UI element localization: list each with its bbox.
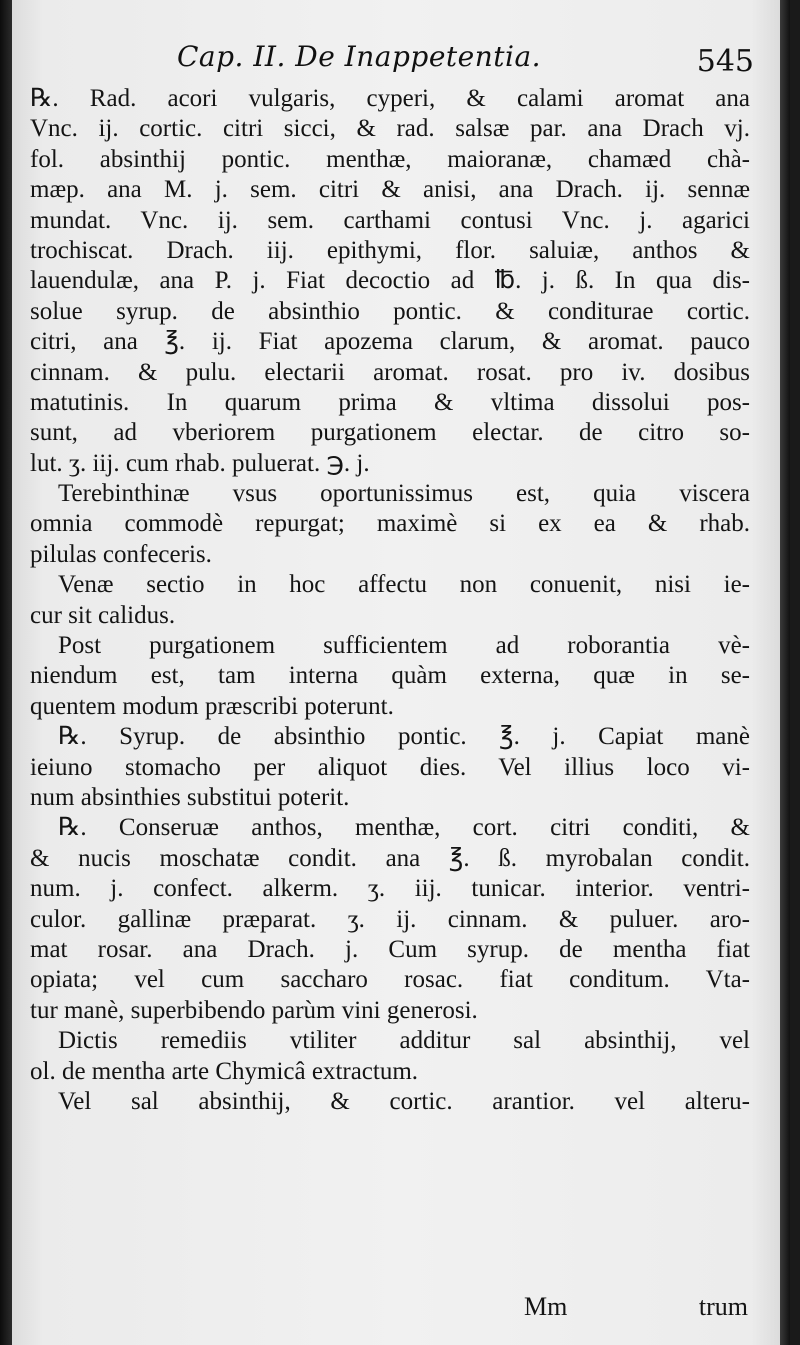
text-line: trochiscat. Drach. iij. epithymi, flor. saluiæ, anthos &	[30, 236, 750, 264]
text-line: solue syrup. de absinthio pontic. & conditurae cortic.	[30, 297, 750, 325]
text-line: fol. absinthij pontic. menthæ, maioranæ, chamæd chà-	[30, 145, 750, 173]
page-edge-shadow	[780, 0, 790, 1345]
text-line: tur manè, superbibendo parùm vini generosi.	[30, 996, 478, 1024]
book-page	[12, 0, 790, 1345]
text-line: mat rosar. ana Drach. j. Cum syrup. de mentha fiat	[30, 935, 750, 963]
text-line: culor. gallinæ præparat. ʒ. ij. cinnam. & puluer. aro-	[30, 905, 750, 933]
text-line: lauendulæ, ana P. j. Fiat decoctio ad ℔. j. ß. In qua dis-	[30, 267, 750, 295]
text-line: Venæ sectio in hoc affectu non conuenit, nisi ie-	[58, 571, 750, 599]
text-line: opiata; vel cum saccharo rosac. fiat conditum. Vta-	[30, 966, 750, 994]
text-line: pilulas confeceris.	[30, 540, 212, 568]
text-line: ieiuno stomacho per aliquot dies. Vel illius loco vi-	[30, 753, 750, 781]
text-line: Vnc. ij. cortic. citri sicci, & rad. salsæ par. ana Drach vj.	[30, 115, 750, 143]
text-line: & nucis moschatæ condit. ana ℥. ß. myrobalan condit.	[30, 844, 750, 872]
text-line: matutinis. In quarum prima & vltima dissolui pos-	[30, 388, 750, 416]
text-line: ℞. Syrup. de absinthio pontic. ℥. j. Capiat manè	[58, 723, 750, 751]
text-line: Vel sal absinthij, & cortic. arantior. vel alteru-	[58, 1087, 750, 1115]
text-line: omnia commodè repurgat; maximè si ex ea & rhab.	[30, 510, 750, 538]
text-line: ℞. Conseruæ anthos, menthæ, cort. citri conditi, &	[58, 814, 750, 842]
catchword: trum	[698, 1292, 748, 1321]
page-number: 545	[696, 44, 754, 79]
page-header	[12, 40, 790, 90]
text-line: citri, ana ℥. ij. Fiat apozema clarum, & aromat. pauco	[30, 328, 750, 356]
text-line: num absinthies substitui poterit.	[30, 783, 350, 811]
book-spine-shadow	[0, 0, 12, 1345]
text-line: mundat. Vnc. ij. sem. carthami contusi Vnc. j. agarici	[30, 206, 750, 234]
text-line: Dictis remediis vtiliter additur sal absinthij, vel	[58, 1027, 750, 1055]
page-footer	[12, 1292, 790, 1328]
text-line: ol. de mentha arte Chymicâ extractum.	[30, 1057, 419, 1085]
text-line: cur sit calidus.	[30, 601, 176, 629]
text-line: lut. ʒ. iij. cum rhab. puluerat. ℈. j.	[30, 449, 370, 477]
text-line: mæp. ana M. j. sem. citri & anisi, ana Drach. ij. sennæ	[30, 176, 750, 204]
text-line: ℞. Rad. acori vulgaris, cyperi, & calami aromat ana	[30, 85, 750, 112]
body-text	[30, 84, 750, 1117]
text-line: Terebinthinæ vsus oportunissimus est, quia viscera	[58, 480, 750, 508]
text-line: Post purgationem sufficientem ad roborantia vè-	[58, 632, 750, 660]
running-title: Cap. II. De Inappetentia.	[177, 40, 542, 73]
text-line: sunt, ad vberiorem purgationem electar. de citro so-	[30, 419, 750, 447]
text-line: cinnam. & pulu. electarii aromat. rosat. pro iv. dosibus	[30, 358, 750, 386]
text-line: niendum est, tam interna quàm externa, quæ in se-	[30, 662, 750, 690]
signature-mark: Mm	[524, 1292, 568, 1321]
text-line: num. j. confect. alkerm. ʒ. iij. tunicar. interior. ventri-	[30, 875, 750, 903]
text-line: quentem modum præscribi poterunt.	[30, 692, 394, 720]
